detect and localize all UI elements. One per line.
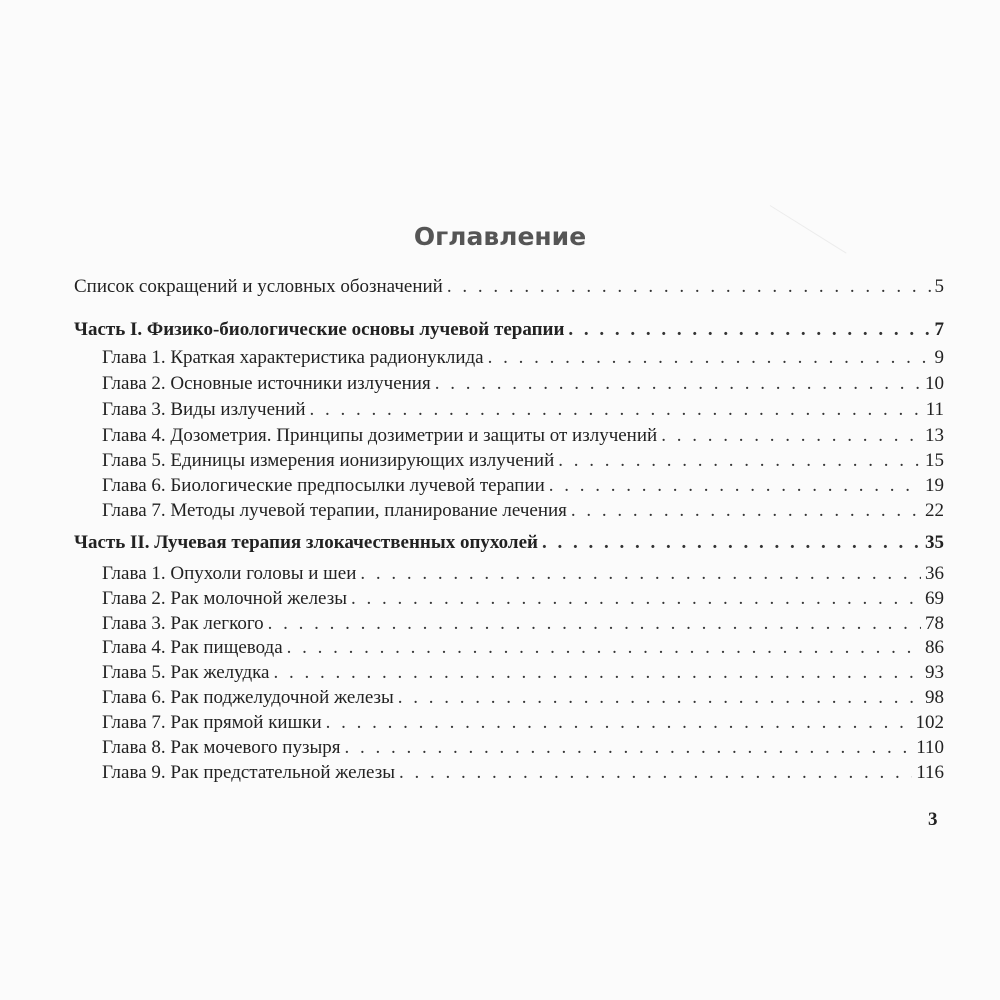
toc-entry-page: 19 bbox=[925, 475, 944, 496]
toc-entry-part2-chapter-6 bbox=[74, 686, 944, 710]
toc-entry-page: 9 bbox=[934, 347, 944, 368]
toc-leader-dots bbox=[310, 398, 922, 422]
toc-entry-part2-chapter-9 bbox=[74, 761, 944, 785]
toc-entry-part1-chapter-6 bbox=[74, 474, 944, 498]
toc-entry-text: Глава 7. Рак прямой кишки bbox=[102, 712, 322, 733]
toc-entry-page: 98 bbox=[925, 687, 944, 708]
toc-leader-dots bbox=[571, 499, 921, 523]
toc-leader-dots bbox=[398, 686, 921, 710]
toc-entry-page: 5 bbox=[934, 276, 944, 297]
toc-entry-text: Глава 3. Виды излучений bbox=[102, 399, 306, 420]
toc-entry-page: 69 bbox=[925, 588, 944, 609]
toc-entry-text: Часть I. Физико-биологические основы лучевой терапии bbox=[74, 319, 565, 340]
toc-entry-page: 110 bbox=[916, 737, 944, 758]
toc-entry-text: Глава 8. Рак мочевого пузыря bbox=[102, 737, 341, 758]
page-number: 3 bbox=[928, 809, 938, 830]
toc-entry-page: 11 bbox=[925, 399, 944, 420]
toc-leader-dots bbox=[287, 636, 921, 660]
toc-entry-page: 78 bbox=[925, 613, 944, 634]
toc-entry-page: 35 bbox=[925, 532, 944, 553]
toc-entry-page: 10 bbox=[925, 373, 944, 394]
toc-leader-dots bbox=[360, 562, 921, 586]
toc-leader-dots bbox=[344, 736, 912, 760]
toc-entry-part2-chapter-4 bbox=[74, 636, 944, 660]
toc-entry-page: 7 bbox=[934, 319, 944, 340]
toc-entry-part2-chapter-1 bbox=[74, 562, 944, 586]
toc-leader-dots bbox=[568, 318, 930, 342]
toc-leader-dots bbox=[447, 275, 931, 299]
toc-entry-part2-chapter-5 bbox=[74, 661, 944, 685]
toc-entry-text: Глава 4. Дозометрия. Принципы дозиметрии и защиты от излучений bbox=[102, 425, 658, 446]
toc-entry-part2-chapter-2 bbox=[74, 587, 944, 611]
toc-entry-text: Глава 6. Рак поджелудочной железы bbox=[102, 687, 394, 708]
toc-entry-part2-chapter-8 bbox=[74, 736, 944, 760]
toc-entry-part2-chapter-7 bbox=[74, 711, 944, 735]
toc-entry-abbreviations bbox=[74, 275, 944, 299]
toc-leader-dots bbox=[542, 531, 921, 555]
toc-entry-page: 93 bbox=[925, 662, 944, 683]
toc-entry-text: Глава 1. Опухоли головы и шеи bbox=[102, 563, 357, 584]
toc-entry-page: 116 bbox=[916, 762, 944, 783]
toc-leader-dots bbox=[268, 612, 921, 636]
toc-leader-dots bbox=[488, 346, 931, 370]
toc-entry-part1-chapter-1 bbox=[74, 346, 944, 370]
toc-leader-dots bbox=[661, 424, 921, 448]
toc-entry-part-2 bbox=[74, 531, 944, 555]
toc-entry-text: Глава 2. Основные источники излучения bbox=[102, 373, 431, 394]
toc-entry-text: Глава 9. Рак предстательной железы bbox=[102, 762, 395, 783]
toc-entry-page: 13 bbox=[925, 425, 944, 446]
toc-entry-text: Глава 7. Методы лучевой терапии, планирование лечения bbox=[102, 500, 567, 521]
toc-entry-text: Глава 2. Рак молочной железы bbox=[102, 588, 347, 609]
toc-entry-part-1 bbox=[74, 318, 944, 342]
toc-entry-part1-chapter-4 bbox=[74, 424, 944, 448]
toc-title: Оглавление bbox=[413, 222, 587, 251]
toc-entry-text: Часть II. Лучевая терапия злокачественных опухолей bbox=[74, 532, 538, 553]
toc-entry-part1-chapter-3 bbox=[74, 398, 944, 422]
toc-entry-part1-chapter-2 bbox=[74, 372, 944, 396]
toc-entry-page: 22 bbox=[925, 500, 944, 521]
toc-entry-text: Глава 4. Рак пищевода bbox=[102, 637, 283, 658]
toc-entry-part2-chapter-3 bbox=[74, 612, 944, 636]
toc-leader-dots bbox=[351, 587, 921, 611]
toc-entry-text: Глава 5. Единицы измерения ионизирующих излучений bbox=[102, 450, 555, 471]
toc-entry-page: 102 bbox=[915, 712, 944, 733]
toc-entry-text: Список сокращений и условных обозначений bbox=[74, 276, 443, 297]
toc-leader-dots bbox=[549, 474, 921, 498]
toc-entry-page: 15 bbox=[925, 450, 944, 471]
toc-leader-dots bbox=[558, 449, 921, 473]
toc-entry-text: Глава 3. Рак легкого bbox=[102, 613, 264, 634]
toc-leader-dots bbox=[399, 761, 912, 785]
toc-entry-text: Глава 6. Биологические предпосылки лучевой терапии bbox=[102, 475, 545, 496]
toc-leader-dots bbox=[274, 661, 922, 685]
toc-entry-page: 36 bbox=[925, 563, 944, 584]
toc-entry-text: Глава 1. Краткая характеристика радионуклида bbox=[102, 347, 484, 368]
toc-entry-text: Глава 5. Рак желудка bbox=[102, 662, 270, 683]
toc-entry-part1-chapter-7 bbox=[74, 499, 944, 523]
toc-entry-part1-chapter-5 bbox=[74, 449, 944, 473]
toc-leader-dots bbox=[435, 372, 921, 396]
toc-entry-page: 86 bbox=[925, 637, 944, 658]
toc-leader-dots bbox=[326, 711, 912, 735]
